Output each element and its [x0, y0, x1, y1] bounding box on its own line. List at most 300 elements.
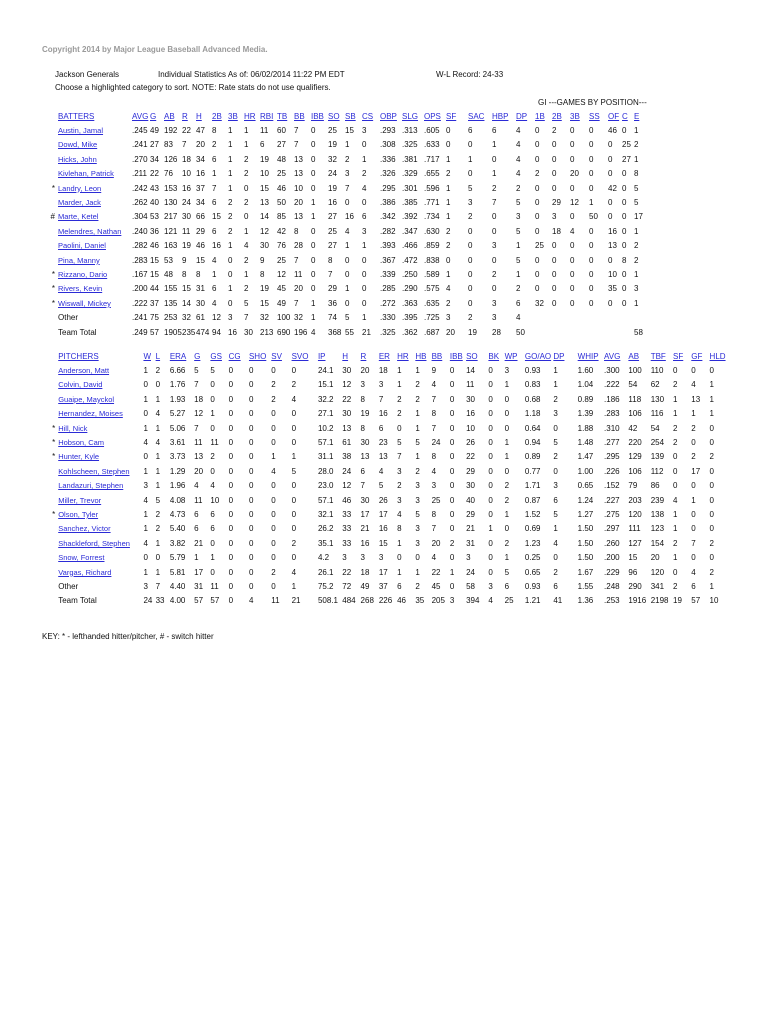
pitchers-header-gf[interactable] [691, 349, 709, 363]
stat-cell-sho: 0 [248, 466, 254, 476]
stat-cell-sac: 6 [468, 126, 473, 136]
pitchers-header-hld[interactable] [710, 349, 726, 363]
pitchers-sort-link-avg[interactable]: AVG [604, 351, 621, 361]
stat-cell-ibb: 0 [311, 255, 316, 265]
batters-sort-link-avg[interactable]: AVG [132, 111, 149, 121]
stat-cell-l: 4 [155, 409, 161, 419]
stat-cell-hbp: 7 [492, 198, 497, 208]
batters-sort-link-ab[interactable]: AB [164, 111, 175, 121]
player-name-cell[interactable] [58, 282, 132, 296]
stat-cell-ops: .771 [424, 198, 440, 208]
player-link[interactable]: Rizzano, Dario [58, 269, 108, 279]
stat-cell-l: 0 [155, 553, 161, 563]
pitchers-sort-link-hr[interactable]: HR [397, 351, 409, 361]
batters-sort-link-2b[interactable]: 2B [552, 111, 562, 121]
stat-cell-avg: .248 [604, 581, 620, 591]
pitchers-header-gs[interactable] [210, 349, 228, 363]
pitchers-header-ibb[interactable] [450, 349, 466, 363]
stat-cell-so: 10 [466, 423, 475, 433]
stat-cell-avg: .277 [604, 438, 620, 448]
batters-sort-link-3b[interactable]: 3B [228, 111, 238, 121]
batters-header-hr[interactable] [244, 109, 260, 123]
player-name-cell[interactable] [58, 407, 143, 421]
stat-cell-ops: .575 [424, 284, 440, 294]
player-name-cell[interactable] [58, 167, 132, 181]
player-link[interactable]: Olson, Tyler [58, 509, 99, 519]
stat-cell-dp: 2 [516, 183, 521, 193]
stat-cell-sv: 0 [271, 538, 276, 548]
stat-cell-bk: 0 [488, 438, 493, 448]
pitchers-header-era[interactable] [170, 349, 194, 363]
stat-cell-r: 268 [360, 596, 374, 606]
batters-sort-link-2b[interactable]: 2B [212, 111, 222, 121]
stat-cell-gf: 1 [691, 495, 696, 505]
batters-sort-link-dp[interactable]: DP [516, 111, 528, 121]
stat-cell-bk: 0 [488, 509, 493, 519]
pitchers-sort-link-so[interactable]: SO [466, 351, 478, 361]
batters-sort-link-1b[interactable]: 1B [535, 111, 545, 121]
player-name-cell[interactable] [58, 421, 143, 435]
batters-sort-link-bb[interactable]: BB [294, 111, 305, 121]
pitchers-sort-link-gf[interactable]: GF [691, 351, 703, 361]
player-name-cell[interactable] [58, 253, 132, 267]
batters-header-sb[interactable] [345, 109, 362, 123]
player-name-cell[interactable] [58, 363, 143, 377]
player-link[interactable]: Kivlehan, Patrick [58, 169, 114, 179]
stat-cell-h: 8 [196, 269, 201, 279]
pitchers-sort-link-bk[interactable]: BK [488, 351, 500, 361]
stat-cell-sf: 1 [673, 553, 678, 563]
player-link[interactable]: Kohlscheen, Stephen [58, 466, 130, 476]
pitchers-header-l[interactable] [156, 349, 170, 363]
player-name-cell[interactable] [58, 435, 143, 449]
player-link[interactable]: Marder, Jack [58, 198, 101, 208]
handedness-marker [44, 522, 58, 536]
player-name-cell[interactable] [58, 536, 143, 550]
player-name-cell[interactable] [58, 224, 132, 238]
batters-header-1b[interactable] [535, 109, 552, 123]
stat-cell-er: 6 [378, 423, 384, 433]
stat-cell-bb: 7 [294, 298, 299, 308]
batters-header-dp[interactable] [516, 109, 535, 123]
stat-cell-sac: 3 [468, 198, 473, 208]
batters-header-3b[interactable] [570, 109, 589, 123]
stat-cell-avg: .253 [604, 596, 620, 606]
stat-cell-3b: 1 [228, 154, 233, 164]
pitchers-sort-link-sf[interactable]: SF [673, 351, 684, 361]
player-link[interactable]: Vargas, Richard [58, 567, 112, 577]
batters-sort-link-sac[interactable]: SAC [468, 111, 485, 121]
pitchers-sort-link-bb[interactable]: BB [431, 351, 443, 361]
batters-sort-link-e[interactable]: E [634, 111, 640, 121]
player-link[interactable]: Wiswall, Mickey [58, 298, 111, 308]
stat-cell-of: 0 [608, 255, 613, 265]
stat-cell-2b: 2 [552, 126, 557, 136]
stat-cell-3b: 1 [228, 241, 233, 251]
stat-cell-avg: .310 [604, 423, 620, 433]
stat-cell-sac: 0 [468, 169, 473, 179]
player-name-cell[interactable] [58, 181, 132, 195]
batters-header-c[interactable] [622, 109, 634, 123]
pitchers-header-bb[interactable] [432, 349, 450, 363]
stat-cell-g: 46 [150, 241, 159, 251]
player-link[interactable]: Snow, Forrest [58, 553, 105, 563]
pitchers-header-bk[interactable] [488, 349, 504, 363]
batters-sort-link-tb[interactable]: TB [277, 111, 288, 121]
stat-cell-whip: 1.47 [577, 452, 594, 462]
pitchers-header-sho[interactable] [249, 349, 271, 363]
batters-header-sf[interactable] [446, 109, 468, 123]
player-link[interactable]: Marte, Ketel [58, 212, 99, 222]
stat-cell-rbi: 10 [260, 169, 269, 179]
stat-cell-wp: 0 [504, 524, 510, 534]
player-link[interactable]: Hicks, John [58, 154, 97, 164]
pitchers-header-avg[interactable] [604, 349, 628, 363]
stat-cell-rbi: 8 [260, 269, 265, 279]
player-link[interactable]: Sanchez, Victor [58, 524, 111, 534]
batters-header-ibb[interactable] [311, 109, 328, 123]
stat-cell-bb: 13 [294, 169, 303, 179]
stat-cell-ab: 54 [628, 380, 638, 390]
pitchers-header-r[interactable] [361, 349, 379, 363]
pitchers-sort-link-l[interactable]: L [155, 351, 161, 361]
stat-cell-dp: 1 [553, 366, 558, 376]
pitchers-header-go-ao[interactable] [525, 349, 553, 363]
batters-sort-link-obp[interactable]: OBP [380, 111, 397, 121]
pitchers-sort-link-go-ao[interactable]: GO/AO [524, 351, 552, 361]
stat-cell-obp: .326 [380, 169, 396, 179]
player-name-cell[interactable] [58, 296, 132, 310]
player-name-cell[interactable] [58, 565, 143, 579]
stat-cell-sb: 2 [345, 154, 350, 164]
batters-sort-link-ops[interactable]: OPS [424, 111, 441, 121]
stat-cell-avg: .295 [604, 452, 620, 462]
batters-header-cs[interactable] [362, 109, 380, 123]
stat-cell-ip: 57.1 [317, 438, 334, 448]
batters-sort-link-of[interactable]: OF [608, 111, 620, 121]
stat-cell-tbf: 86 [650, 481, 660, 491]
pitchers-sort-link-dp[interactable]: DP [553, 351, 565, 361]
batters-sort-link-slg[interactable]: SLG [402, 111, 419, 121]
table-row [44, 550, 726, 564]
stat-cell-cs: 4 [362, 183, 367, 193]
pitchers-sort-link-tbf[interactable]: TBF [650, 351, 666, 361]
batters-sort-link-cs[interactable]: CS [362, 111, 374, 121]
batters-sort-link-c[interactable]: C [622, 111, 628, 121]
stat-cell-sv: 2 [271, 394, 276, 404]
stat-cell-er: 15 [378, 538, 388, 548]
stat-cell-g: 4 [194, 481, 199, 491]
batters-sort-link-rbi[interactable]: RBI [260, 111, 274, 121]
player-link[interactable]: Shackleford, Stephen [58, 538, 130, 548]
stat-cell-3b: 0 [570, 284, 575, 294]
pitchers-sort-link-ibb[interactable]: IBB [449, 351, 463, 361]
stat-cell-h: 34 [196, 198, 205, 208]
stat-cell-dp: 5 [516, 198, 521, 208]
stat-cell-avg: .245 [132, 126, 148, 136]
pitchers-sort-link-whip[interactable]: WHIP [577, 351, 599, 361]
player-name-cell[interactable] [58, 138, 132, 152]
player-name-cell[interactable] [58, 522, 143, 536]
stat-cell-sf: 1 [673, 509, 678, 519]
batters-header-ab[interactable] [164, 109, 182, 123]
stat-cell-hbp: 0 [492, 154, 497, 164]
stat-cell-r: 7 [182, 140, 187, 150]
stat-cell-obp: .330 [380, 313, 396, 323]
pitchers-sort-link-gs[interactable]: GS [210, 351, 222, 361]
player-name-cell[interactable] [58, 378, 143, 392]
stat-cell-ip: 10.2 [317, 423, 334, 433]
stat-cell-3b: 4 [570, 226, 575, 236]
stat-cell-ops: .655 [424, 169, 440, 179]
stat-cell-wp: 25 [504, 596, 514, 606]
table-row [44, 464, 726, 478]
player-link[interactable]: Hunter, Kyle [58, 452, 100, 462]
stat-cell-era: 5.06 [169, 423, 186, 433]
player-name-cell[interactable] [58, 550, 143, 564]
pitchers-header-tbf[interactable] [651, 349, 673, 363]
pitchers-sort-link-r[interactable]: R [360, 351, 367, 361]
pitchers-sort-link-hld[interactable]: HLD [709, 351, 726, 361]
stat-cell-l: 1 [155, 481, 161, 491]
pitchers-header-so[interactable] [466, 349, 488, 363]
stat-cell-g: 6 [194, 509, 199, 519]
batters-header-of[interactable] [608, 109, 622, 123]
pitchers-header-sf[interactable] [673, 349, 691, 363]
batters-header-rbi[interactable] [260, 109, 277, 123]
batters-sort-link-hbp[interactable]: HBP [492, 111, 509, 121]
player-name-cell[interactable] [58, 195, 132, 209]
stat-cell-avg: .240 [132, 226, 148, 236]
pitchers-sort-link-pitchers[interactable]: PITCHERS [58, 351, 99, 361]
stat-cell-l: 1 [155, 466, 161, 476]
pitchers-header-dp[interactable] [553, 349, 577, 363]
player-link[interactable]: Rivers, Kevin [58, 284, 103, 294]
stat-cell-so: 11 [466, 380, 475, 390]
player-link[interactable]: Colvin, David [58, 380, 103, 390]
batters-header-r[interactable] [182, 109, 196, 123]
stat-cell-sv: 0 [271, 553, 276, 563]
player-link[interactable]: Hobson, Cam [58, 438, 105, 448]
pitchers-header-er[interactable] [379, 349, 397, 363]
batters-sort-link-h[interactable]: H [196, 111, 202, 121]
batters-header-tb[interactable] [277, 109, 294, 123]
stat-cell-hr: 1 [397, 538, 402, 548]
batters-header-ops[interactable] [424, 109, 446, 123]
pitchers-header-g[interactable] [194, 349, 210, 363]
player-link[interactable]: Pina, Manny [58, 255, 100, 265]
stat-cell-2b: 0 [552, 255, 557, 265]
pitchers-sort-link-sho[interactable]: SHO [248, 351, 267, 361]
batters-sort-link-ss[interactable]: SS [589, 111, 600, 121]
stat-cell-3b [570, 310, 589, 324]
pitchers-header-hb[interactable] [415, 349, 431, 363]
stat-cell-go-ao: 0.94 [524, 438, 541, 448]
stat-cell-e: 58 [634, 327, 643, 337]
player-link[interactable]: Miller, Trevor [58, 495, 102, 505]
stat-cell-c: 27 [622, 154, 631, 164]
batters-sort-link-sf[interactable]: SF [446, 111, 457, 121]
pitchers-sort-link-cg[interactable]: CG [228, 351, 241, 361]
pitchers-header-wp[interactable] [505, 349, 525, 363]
pitchers-sort-link-w[interactable]: W [143, 351, 151, 361]
stat-cell-g: 21 [194, 538, 204, 548]
stat-cell-3b: 0 [570, 298, 575, 308]
stat-cell-sf: 1 [446, 212, 451, 222]
table-row [44, 536, 726, 550]
stat-cell-hb: 1 [415, 567, 420, 577]
stat-cell-svo: 4 [291, 394, 297, 404]
batters-header-slg[interactable] [402, 109, 424, 123]
batters-sort-link-3b[interactable]: 3B [570, 111, 580, 121]
pitchers-sort-link-h[interactable]: H [342, 351, 349, 361]
stat-cell-ab: 192 [164, 126, 178, 136]
stat-cell-sf: 1 [446, 183, 451, 193]
player-name-cell[interactable] [58, 239, 132, 253]
stat-cell-dp: 2 [553, 452, 558, 462]
stat-cell-sf: 1 [446, 269, 451, 279]
stat-cell-dp: 3 [553, 481, 558, 491]
table-row [44, 565, 726, 579]
batters-header-hbp[interactable] [492, 109, 516, 123]
pitchers-sort-link-er[interactable]: ER [378, 351, 390, 361]
player-name-cell[interactable] [58, 464, 143, 478]
stat-cell-r: 6 [360, 466, 365, 476]
pitchers-header-ab[interactable] [628, 349, 650, 363]
stat-cell-hbp: 3 [492, 298, 497, 308]
stat-cell-sf: 1 [446, 154, 451, 164]
stat-cell-hbp: 2 [492, 183, 497, 193]
stat-cell-sb: 7 [345, 183, 350, 193]
stat-cell-dp: 6 [553, 581, 558, 591]
stat-cell-w: 1 [143, 366, 148, 376]
batters-header-ss[interactable] [589, 109, 608, 123]
player-link[interactable]: Landazuri, Stephen [58, 481, 124, 491]
handedness-marker [44, 464, 58, 478]
batters-sort-link-g[interactable]: G [150, 111, 157, 121]
player-name-cell[interactable] [58, 507, 143, 521]
player-name-cell[interactable] [58, 123, 132, 137]
player-link[interactable]: Dowd, Mike [58, 140, 98, 150]
batters-sort-link-batters[interactable]: BATTERS [58, 111, 95, 121]
stat-cell-so: 29 [328, 284, 337, 294]
stat-cell-ss: 0 [589, 169, 594, 179]
stat-cell-er: 3 [378, 380, 384, 390]
player-name-cell[interactable] [58, 450, 143, 464]
pitchers-header-svo[interactable] [292, 349, 318, 363]
pitchers-header-w[interactable] [143, 349, 155, 363]
stat-cell-ab: 253 [164, 313, 178, 323]
stat-cell-go-ao: 0.64 [524, 423, 541, 433]
pitchers-header-cg[interactable] [229, 349, 249, 363]
stat-cell-h: 34 [196, 154, 205, 164]
pitchers-header-hr[interactable] [397, 349, 415, 363]
batters-header-bb[interactable] [294, 109, 311, 123]
pitchers-sort-link-g[interactable]: G [194, 351, 201, 361]
stat-cell-l: 1 [155, 538, 161, 548]
player-link[interactable]: Anderson, Matt [58, 366, 110, 376]
player-link[interactable]: Landry, Leon [58, 183, 102, 193]
stat-cell-ibb: 1 [449, 567, 455, 577]
batters-header-batters[interactable] [58, 109, 132, 123]
batters-header-so[interactable] [328, 109, 345, 123]
batters-header-3b[interactable] [228, 109, 244, 123]
pitchers-sort-link-era[interactable]: ERA [169, 351, 187, 361]
stat-cell-bb: 32 [294, 313, 303, 323]
stat-cell-er: 37 [378, 581, 388, 591]
batters-header-2b[interactable] [212, 109, 228, 123]
pitchers-header-whip[interactable] [578, 349, 604, 363]
pitchers-sort-link-wp[interactable]: WP [504, 351, 518, 361]
stat-cell-hb: 2 [415, 581, 420, 591]
batters-header-e[interactable] [634, 109, 684, 123]
player-link[interactable]: Guaipe, Mayckol [58, 394, 115, 404]
batters-header-h[interactable] [196, 109, 212, 123]
player-link[interactable]: Hernandez, Moises [58, 409, 123, 419]
stat-cell-g: 49 [150, 126, 159, 136]
pitchers-header-h[interactable] [342, 349, 360, 363]
player-name-cell[interactable] [58, 392, 143, 406]
stat-cell-sac: 0 [468, 284, 473, 294]
player-link[interactable]: Hill, Nick [58, 423, 88, 433]
stat-cell-svo: 0 [291, 509, 297, 519]
batters-sort-link-hr[interactable]: HR [244, 111, 256, 121]
batters-sort-link-r[interactable]: R [182, 111, 188, 121]
pitchers-header-pitchers[interactable] [58, 349, 143, 363]
stat-cell-bb: 4 [431, 553, 437, 563]
stat-cell-3b: 20 [570, 169, 579, 179]
batters-sort-link-so[interactable]: SO [328, 111, 340, 121]
stat-cell-hb: 2 [415, 380, 420, 390]
pitchers-header-ip[interactable] [318, 349, 342, 363]
pitchers-sort-link-svo[interactable]: SVO [291, 351, 309, 361]
batters-header-obp[interactable] [380, 109, 402, 123]
pitchers-sort-link-ab[interactable]: AB [628, 351, 640, 361]
batters-sort-link-sb[interactable]: SB [345, 111, 356, 121]
batters-header-sac[interactable] [468, 109, 492, 123]
stat-cell-l: 1 [155, 452, 161, 462]
stat-cell-era: 4.73 [169, 509, 186, 519]
stat-cell-gf: 4 [691, 380, 696, 390]
player-name-cell[interactable] [58, 210, 132, 224]
handedness-marker [44, 594, 58, 608]
stat-cell-r: 7 [360, 481, 365, 491]
stat-cell-bk: 0 [488, 495, 493, 505]
batters-header-avg[interactable] [132, 109, 150, 123]
pitchers-sort-link-ip[interactable]: IP [317, 351, 326, 361]
stat-cell-hb: 1 [415, 366, 420, 376]
stat-cell-sf: 2 [673, 538, 678, 548]
player-link[interactable]: Paolini, Daniel [58, 241, 106, 251]
player-name-cell[interactable] [58, 479, 143, 493]
player-link[interactable]: Austin, Jamal [58, 126, 104, 136]
player-name-cell[interactable] [58, 152, 132, 166]
player-name-cell[interactable] [58, 493, 143, 507]
pitchers-sort-link-sv[interactable]: SV [271, 351, 282, 361]
stat-cell-tb: 100 [277, 313, 291, 323]
batters-header-2b[interactable] [552, 109, 570, 123]
stat-cell-ip: 32.2 [317, 394, 334, 404]
player-link[interactable]: Melendres, Nathan [58, 226, 122, 236]
stat-cell-rbi: 13 [260, 198, 269, 208]
stat-cell-bb: 7 [294, 255, 299, 265]
batters-sort-link-ibb[interactable]: IBB [311, 111, 324, 121]
batters-header-g[interactable] [150, 109, 164, 123]
pitchers-header-sv[interactable] [271, 349, 291, 363]
player-name-cell[interactable] [58, 267, 132, 281]
pitchers-sort-link-hb[interactable]: HB [415, 351, 427, 361]
stat-cell-gs: 0 [210, 538, 215, 548]
